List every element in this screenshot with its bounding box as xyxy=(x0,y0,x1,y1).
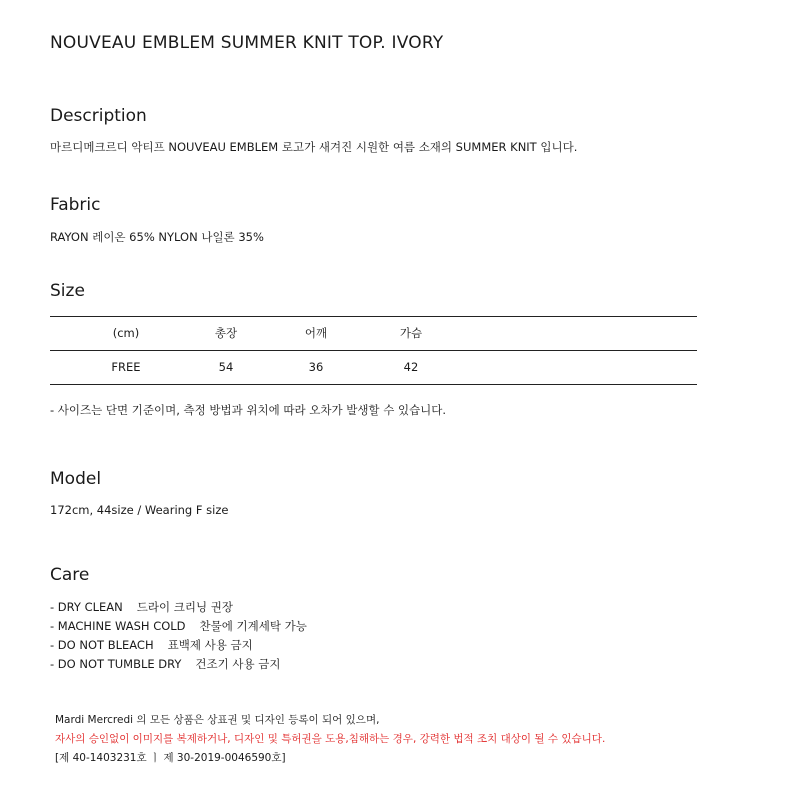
care-item-ko: 건조기 사용 금지 xyxy=(195,657,281,671)
care-item-ko: 드라이 크리닝 권장 xyxy=(136,600,233,614)
description-text: 마르디메크르디 악티프 NOUVEAU EMBLEM 로고가 새겨진 시원한 여름 소재의 SUMMER KNIT 입니다. xyxy=(50,140,578,154)
care-item-en: - DO NOT BLEACH xyxy=(50,638,154,652)
size-cell-length: 54 xyxy=(218,360,234,374)
size-table xyxy=(50,316,697,385)
size-cell-shoulder: 36 xyxy=(308,360,324,374)
list-item xyxy=(50,637,253,653)
size-header-chest: 가슴 xyxy=(399,326,423,340)
care-item-en: - MACHINE WASH COLD xyxy=(50,619,186,633)
size-cell-size: FREE xyxy=(111,360,141,374)
care-item-en: - DO NOT TUMBLE DRY xyxy=(50,657,182,671)
size-note: - 사이즈는 단면 기준이며, 측정 방법과 위치에 따라 오차가 발생할 수 있습니다. xyxy=(50,403,447,417)
fabric-heading: Fabric xyxy=(50,195,101,215)
fabric-text: RAYON 레이온 65% NYLON 나일론 35% xyxy=(50,230,264,244)
description-heading: Description xyxy=(50,106,147,126)
care-heading: Care xyxy=(50,565,90,585)
size-header-shoulder: 어깨 xyxy=(304,326,328,340)
size-header-length: 총장 xyxy=(214,326,238,340)
model-heading: Model xyxy=(50,469,102,489)
model-text: 172cm, 44size / Wearing F size xyxy=(50,503,229,517)
list-item xyxy=(50,656,281,672)
product-title: NOUVEAU EMBLEM SUMMER KNIT TOP. IVORY xyxy=(50,33,444,53)
size-header-unit: (cm) xyxy=(112,326,140,340)
size-cell-chest: 42 xyxy=(403,360,419,374)
care-item-ko: 찬물에 기계세탁 가능 xyxy=(199,619,307,633)
list-item xyxy=(50,618,307,634)
care-item-ko: 표백제 사용 금지 xyxy=(167,638,253,652)
size-heading: Size xyxy=(50,281,85,301)
registration-numbers: [제 40-1403231호 ㅣ 제 30-2019-0046590호] xyxy=(55,752,286,764)
care-item-en: - DRY CLEAN xyxy=(50,600,123,614)
table-row xyxy=(50,351,697,384)
copyright-warning: 자사의 승인없이 이미지를 복제하거나, 디자인 및 특허권을 도용,침해하는 경우, 강력한 법적 조치 대상이 될 수 있습니다. xyxy=(55,733,606,745)
list-item xyxy=(50,599,233,615)
size-table-header-row xyxy=(50,317,697,351)
copyright-notice: Mardi Mercredi 의 모든 상품은 상표권 및 디자인 등록이 되어 있으며, xyxy=(55,714,380,726)
